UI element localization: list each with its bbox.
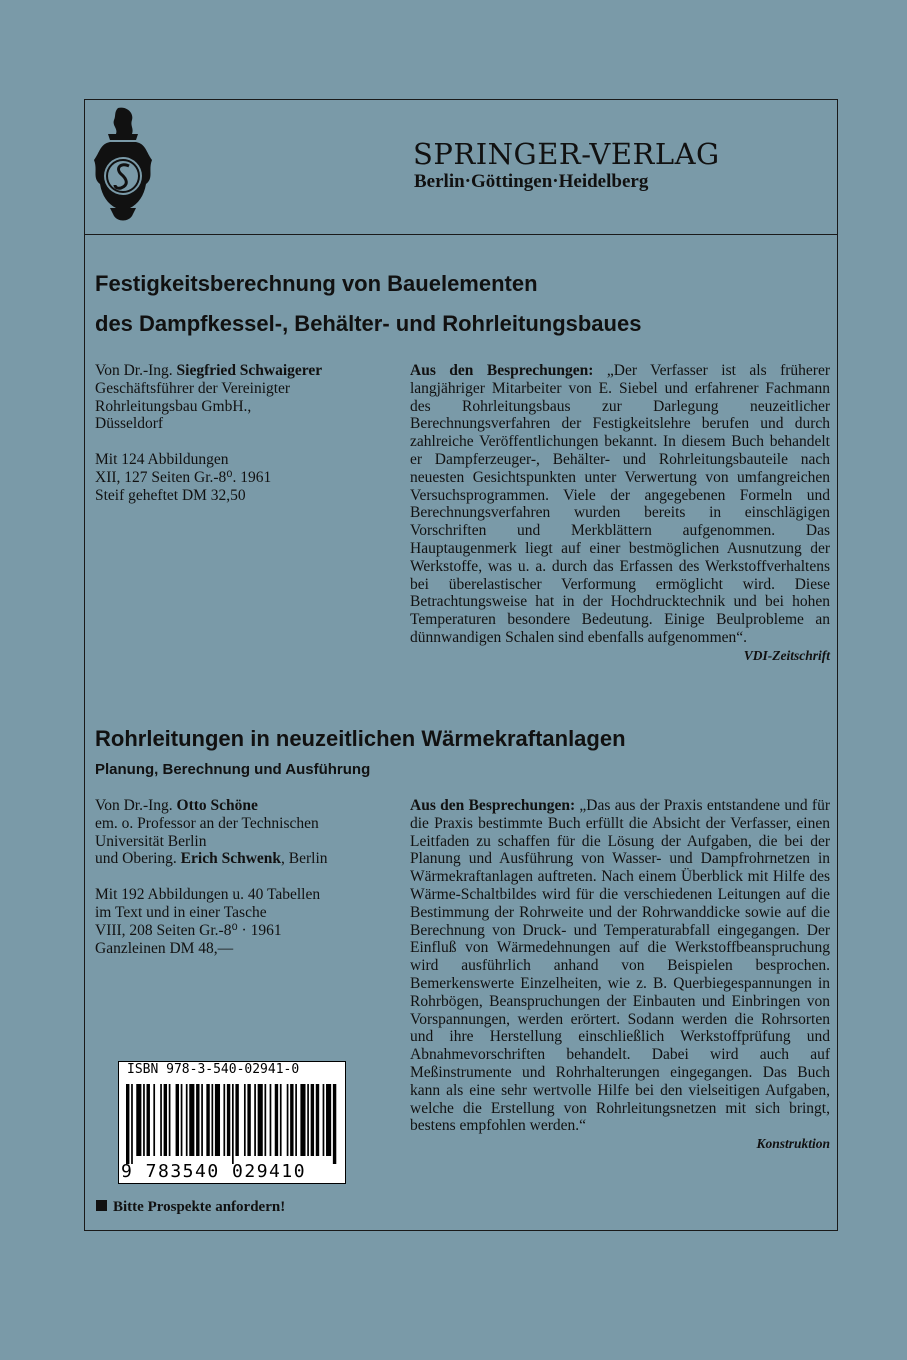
author-city: Düsseldorf (95, 415, 164, 433)
book-details: Mit 124 Abbildungen (95, 451, 229, 469)
review-text: „Das aus der Praxis entstandene und für die Praxis bestimmte Buch erfüllt die Absicht der Verfasser, einen Leitfaden zu schaffen für die Lösung der Aufgaben, die bei der Planung und Ausführung von Wasser- und Dampfrohrnetzen in Wärmekraftanlagen auftreten. Nach einem Überblick mit Hilfe des Wärme-Schaltbildes wird für die verschiedenen Leitungen auf die Bestimmung der Rohrweite und der Rohrwanddicke sowie auf die Berechnung von Druck- und Temperaturabfall eingegangen. Der Einfluß von Wärmedehnungen auf die Werkstoffbeanspruchung wird ausführlich anhand von Beispielen besprochen. Bemerkenswerte Einzelheiten, wie z. B. Querbiegespannungen in Rohrbögen, Beanspruchungen der Einbauten und Einbringen von Vorspannungen, werden erörtert. Sodann werden die Rohrsorten und ihre Herstellung einschließlich Werkstoffprüfung und Abnahmevorschriften behandelt. Dabei wird auch auf Meßinstrumente und Rohrhalterungen eingegangen. Das Buch kann als eine sehr wertvolle Hilfe bei den vielseitigen Aufgaben, welche die Erstellung von Rohrleitungsnetzen mit sich bringt, bestens empfohlen werden.“ (410, 797, 830, 1135)
barcode-bar (227, 1084, 230, 1156)
barcode-bar (275, 1084, 278, 1156)
barcode-icon (126, 1084, 338, 1164)
barcode-bar (300, 1084, 305, 1156)
header-divider (84, 234, 838, 235)
barcode-bar (131, 1084, 133, 1164)
book-details: XII, 127 Seiten Gr.-8⁰. 1961 (95, 468, 272, 486)
barcode-bar (164, 1084, 167, 1156)
barcode-bar (244, 1084, 246, 1156)
barcode-bar (254, 1084, 256, 1156)
barcode-bar (126, 1084, 129, 1164)
barcode-bar (153, 1084, 155, 1156)
review-source: VDI-Zeitschrift (743, 647, 830, 663)
book1-author-block (95, 362, 395, 505)
barcode-bar (169, 1084, 171, 1156)
book2-author-block (95, 797, 395, 957)
book-details: im Text und in einer Tasche (95, 903, 267, 921)
footer-note-text: Bitte Prospekte anfordern! (113, 1199, 286, 1215)
book2-review (410, 797, 830, 1153)
isbn-barcode-box (118, 1061, 346, 1184)
author-name: Siegfried Schwaigerer (176, 362, 323, 379)
review-source: Konstruktion (756, 1136, 830, 1152)
barcode-bar (316, 1084, 319, 1156)
barcode-bar (307, 1084, 309, 1156)
barcode-bar (215, 1084, 220, 1156)
book1-review (410, 362, 830, 665)
review-heading: Aus den Besprechungen: (410, 797, 576, 814)
barcode-bar (311, 1084, 314, 1156)
footer-note (96, 1199, 285, 1216)
isbn-digits: 9 783540 029410 (121, 1161, 307, 1182)
publisher-name: SPRINGER-VERLAG (413, 137, 720, 171)
barcode-bar (160, 1084, 162, 1156)
barcode-bar (189, 1084, 194, 1156)
barcode-bar (211, 1084, 213, 1156)
book2-subtitle: Planung, Berechnung und Ausführung (95, 761, 371, 778)
square-bullet-icon (96, 1200, 107, 1211)
author-prefix: Von Dr.-Ing. (95, 797, 177, 814)
barcode-bar (201, 1084, 203, 1156)
barcode-bar (196, 1084, 199, 1156)
barcode-bar (223, 1084, 225, 1156)
barcode-bar (235, 1084, 238, 1156)
springer-knight-logo (88, 104, 158, 226)
barcode-bar (258, 1084, 263, 1156)
barcode-bar (247, 1084, 250, 1156)
barcode-bar (143, 1084, 145, 1156)
author-affiliation: Rohrleitungsbau GmbH., (95, 397, 252, 415)
book-details: VIII, 208 Seiten Gr.-8⁰ · 1961 (95, 921, 282, 939)
barcode-bar (295, 1084, 297, 1156)
barcode-bar (264, 1084, 266, 1156)
review-text: „Der Verfasser ist als früherer langjähriger Mitarbeiter von E. Siebel und erfahrener Fachmann des Rohrleitungsbaus zur Darlegung neuzeitlicher Berechnungsverfahren der Festigkeitslehre berufen und durch zahlreiche Veröffentlichungen bekannt. In diesem Buch behandelt er Dampferzeuger-, Behälter- und Rohrleitungsbauteile nach neuesten Gesichtspunkten unter Verwertung von umfangreichen Versuchsprogrammen. Viele der angegebenen Formeln und Berechnungsverfahren wurden bereits in einschlägigen Vorschriften und Merkblättern aufgenommen. Das Hauptaugenmerk liegt auf einer bestmöglichen Ausnutzung der Werkstoffe, was u. a. durch das Erfassen des Werkstoffverhaltens bei überelastischer Verformung ermöglicht wird. Diese Betrachtungsweise hat in der Hochdrucktechnik und bei hohen Temperaturen besondere Bedeutung. Einige Beulprobleme an dünnwandigen Schalen sind ebenfalls aufgenommen“. (410, 362, 830, 646)
isbn-label: ISBN 978-3-540-02941-0 (127, 1062, 300, 1077)
book1-title-line2: des Dampfkessel-, Behälter- und Rohrleitungsbaues (95, 311, 642, 336)
barcode-bar (280, 1084, 282, 1156)
publisher-cities: Berlin·Göttingen·Heidelberg (414, 171, 649, 192)
author-affiliation: em. o. Professor an der Technischen (95, 814, 319, 832)
barcode-bar (206, 1084, 209, 1156)
barcode-bar (136, 1084, 141, 1156)
barcode-bar (326, 1084, 331, 1156)
author-name: Otto Schöne (176, 797, 258, 814)
barcode-bar (333, 1084, 336, 1164)
barcode-bar (147, 1084, 150, 1156)
author-prefix: Von Dr.-Ing. (95, 362, 177, 379)
barcode-bar (287, 1084, 289, 1156)
barcode-bar (181, 1084, 183, 1156)
book-price: Ganzleinen DM 48,— (95, 939, 234, 957)
barcode-bar (270, 1084, 272, 1156)
barcode-bar (232, 1084, 234, 1164)
book1-title-line1: Festigkeitsberechnung von Bauelementen (95, 271, 538, 296)
coauthor-city: , Berlin (281, 850, 328, 868)
book2-title: Rohrleitungen in neuzeitlichen Wärmekraftanlagen (95, 726, 626, 751)
author-affiliation: Geschäftsführer der Vereinigter (95, 379, 291, 397)
review-heading: Aus den Besprechungen: (410, 362, 594, 379)
coauthor-prefix: und Obering. (95, 850, 181, 868)
coauthor-name: Erich Schwenk (180, 850, 282, 868)
author-affiliation: Universität Berlin (95, 832, 207, 850)
book-details: Mit 192 Abbildungen u. 40 Tabellen (95, 886, 321, 904)
barcode-bar (186, 1084, 188, 1156)
barcode-bar (323, 1084, 325, 1156)
barcode-bar (290, 1084, 293, 1156)
book-price: Steif geheftet DM 32,50 (95, 486, 246, 504)
barcode-bar (176, 1084, 179, 1156)
